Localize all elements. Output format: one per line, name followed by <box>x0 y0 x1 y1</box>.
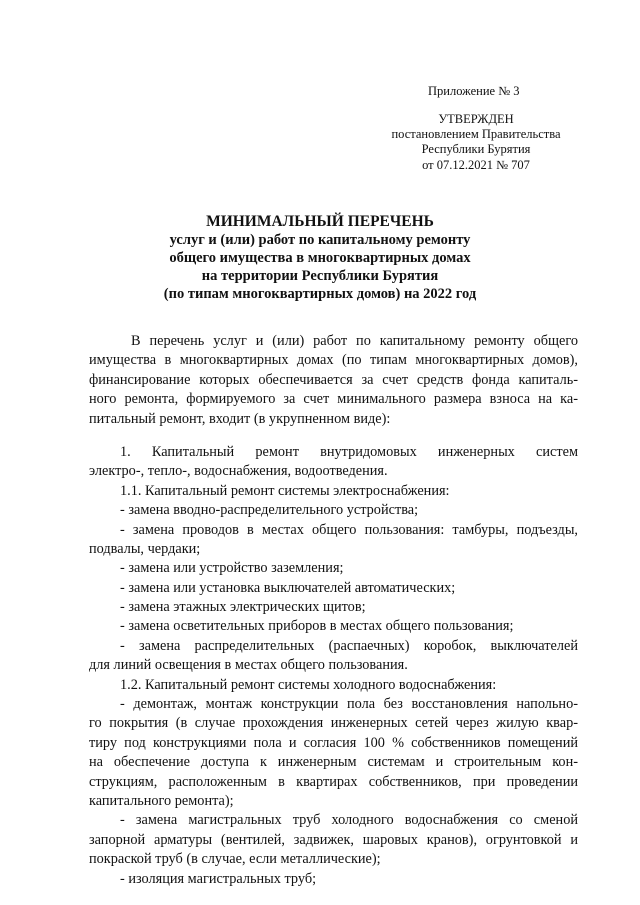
list-item-continued: капитального ремонта); <box>89 792 234 809</box>
document-title <box>100 213 540 303</box>
text-line: питальный ремонт, входит (в укрупненном виде): <box>89 410 391 427</box>
subsection-heading: 1.1. Капитальный ремонт системы электроснабжения: <box>120 482 450 499</box>
list-item: - замена этажных электрических щитов; <box>120 599 366 616</box>
list-item-continued: подвалы, чердаки; <box>89 540 201 557</box>
approval-line: Республики Бурятия <box>421 142 531 157</box>
subsection-1-1 <box>89 482 578 676</box>
list-item-continued: для линий освещения в местах общего пользования. <box>89 657 408 674</box>
approval-stamp <box>378 112 574 173</box>
list-item: - изоляция магистральных труб; <box>120 870 317 887</box>
subsection-heading: 1.2. Капитальный ремонт системы холодного водоснабжения: <box>120 676 497 693</box>
appendix-number: Приложение № 3 <box>428 84 520 98</box>
list-item-continued: струкциям, расположенным в квартирах собственников, при проведении <box>89 773 578 790</box>
intro-paragraph <box>89 332 578 429</box>
list-item: - замена вводно-распределительного устройства; <box>120 502 419 519</box>
list-item: - замена или устройство заземления; <box>120 560 344 577</box>
list-item: - замена магистральных труб холодного водоснабжения со сменой <box>120 812 578 829</box>
section-1 <box>89 443 578 482</box>
text-line: электро-, тепло-, водоснабжения, водоотведения. <box>89 463 388 480</box>
list-item: - демонтаж, монтаж конструкции пола без восстановления напольно- <box>120 696 578 713</box>
title-line: (по типам многоквартирных домов) на 2022 год <box>163 286 477 302</box>
list-item: - замена осветительных приборов в местах общего пользования; <box>120 618 514 635</box>
title-line: услуг и (или) работ по капитальному ремонту <box>169 232 471 248</box>
text-line: В перечень услуг и (или) работ по капитальному ремонту общего <box>131 333 578 349</box>
title-line: общего имущества в многоквартирных домах <box>169 250 471 266</box>
list-item-continued: запорной арматуры (вентилей, задвижек, шаровых кранов), огрунтовкой и <box>89 831 578 848</box>
approval-line: УТВЕРЖДЕН <box>438 112 514 126</box>
list-item-continued: тиру под конструкциями пола и согласия 100 % собственников помещений <box>89 734 578 751</box>
document-body <box>89 332 578 889</box>
title-line: на территории Республики Бурятия <box>201 268 439 284</box>
title-main: МИНИМАЛЬНЫЙ ПЕРЕЧЕНЬ <box>206 213 434 230</box>
section-heading: 1. Капитальный ремонт внутридомовых инженерных систем <box>120 443 578 460</box>
list-item: - замена или установка выключателей автоматических; <box>120 579 456 596</box>
approval-line: от 07.12.2021 № 707 <box>422 157 530 172</box>
text-line: ного ремонта, формируемого за счет минимального размера взноса на ка- <box>89 391 578 408</box>
list-item: - замена распределительных (распаечных) коробок, выключателей <box>120 637 578 654</box>
list-item-continued: на обеспечение доступа к инженерным системам и строительным кон- <box>89 754 578 771</box>
list-item-continued: покраской труб (в случае, если металлические); <box>89 851 381 868</box>
text-line: финансирование которых обеспечивается за счет средств фонда капиталь- <box>89 371 578 388</box>
approval-line: постановлением Правительства <box>391 127 561 142</box>
list-item-continued: го покрытия (в случае прохождения инженерных сетей через жилую квар- <box>89 715 578 732</box>
list-item: - замена проводов в местах общего пользования: тамбуры, подъезды, <box>120 521 578 538</box>
text-line: имущества в многоквартирных домах (по типам многоквартирных домов), <box>89 352 578 369</box>
subsection-1-2 <box>89 676 578 889</box>
